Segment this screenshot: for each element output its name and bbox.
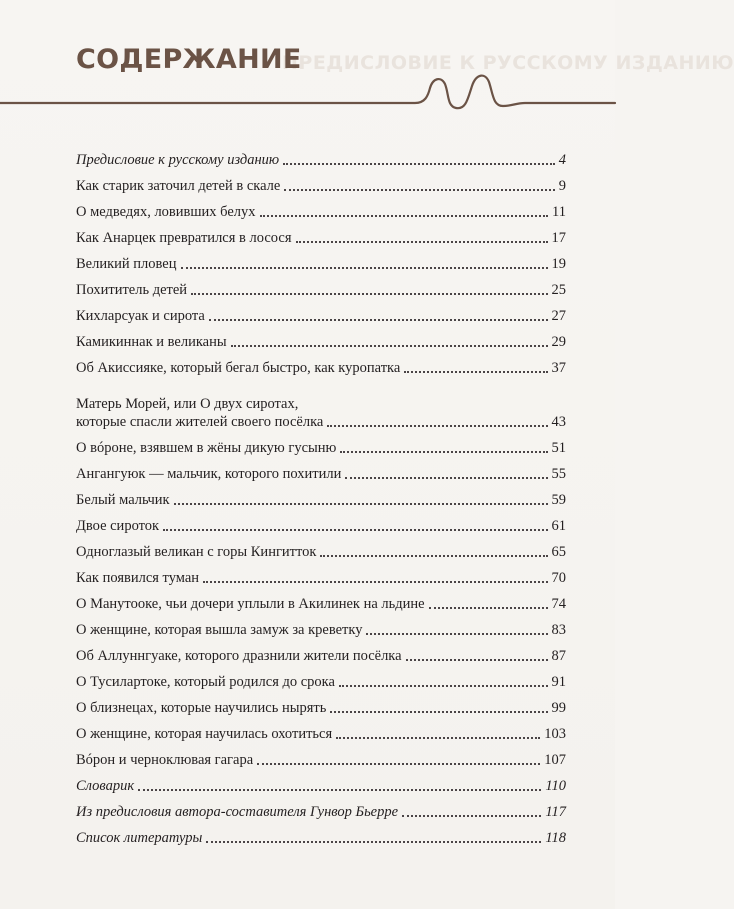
toc-entry[interactable] <box>76 509 566 535</box>
dot-leader <box>296 241 548 243</box>
toc-entry-title: Великий пловец <box>76 256 177 272</box>
toc-entry-text <box>76 725 332 743</box>
toc-entry[interactable] <box>76 587 566 613</box>
dot-leader <box>327 425 547 427</box>
toc-page-number: 87 <box>551 648 566 664</box>
toc-page-number: 74 <box>551 596 566 612</box>
toc-entry[interactable] <box>76 377 566 431</box>
dot-leader <box>366 633 547 635</box>
toc-entry-title: Словарик <box>76 778 135 794</box>
toc-page-number: 43 <box>551 414 566 430</box>
toc-entry-text <box>76 699 326 717</box>
dot-leader <box>209 319 548 321</box>
toc-entry-title: Как Анарцек превратился в лосося <box>76 230 292 246</box>
toc-entry[interactable] <box>76 273 566 299</box>
toc-entry-title: Об Акиссияке, который бегал быстро, как куропатка <box>76 360 401 376</box>
toc-page-number: 117 <box>545 804 566 820</box>
toc-page-number: 19 <box>551 256 566 272</box>
toc-entry[interactable] <box>76 299 566 325</box>
toc-entry-text <box>76 439 336 457</box>
dot-leader <box>340 451 547 453</box>
toc-entry-text <box>76 751 253 769</box>
toc-entry-text <box>76 281 187 299</box>
toc-entry-text <box>76 229 292 247</box>
toc-entry-text <box>76 543 316 561</box>
toc-entry-title: О вóроне, взявшем в жёны дикую гусыню <box>76 440 337 456</box>
dot-leader <box>203 581 547 583</box>
toc-entry[interactable] <box>76 195 566 221</box>
toc-entry-title: Как старик заточил детей в скале <box>76 178 281 194</box>
toc-entry-text <box>76 307 205 325</box>
dot-leader <box>163 529 547 531</box>
toc-entry-title: Предисловие к русскому изданию <box>76 152 280 168</box>
toc-entry[interactable] <box>76 769 566 795</box>
toc-entry-title: Камикиннак и великаны <box>76 334 227 350</box>
wave-line <box>0 76 615 109</box>
toc-entry-text <box>76 177 280 195</box>
dot-leader <box>174 503 548 505</box>
toc-entry-title: О женщине, которая вышла замуж за креветку <box>76 622 363 638</box>
toc-page-number: 61 <box>551 518 566 534</box>
toc-entry[interactable] <box>76 795 566 821</box>
toc-page-number: 17 <box>551 230 566 246</box>
dot-leader <box>260 215 548 217</box>
toc-entry-title: Кихларсуак и сирота <box>76 308 205 324</box>
toc-entry-text <box>76 647 402 665</box>
decorative-wave-rule <box>0 66 615 116</box>
toc-page-number: 91 <box>551 674 566 690</box>
dot-leader <box>320 555 547 557</box>
toc-entry-title-continued: которые спасли жителей своего посёлка <box>76 414 324 430</box>
toc-entry[interactable] <box>76 457 566 483</box>
toc-entry-text <box>76 803 398 821</box>
toc-entry-title: Белый мальчик <box>76 492 170 508</box>
toc-entry-text <box>76 829 202 847</box>
toc-entry-text <box>76 569 199 587</box>
toc-page-number: 4 <box>558 152 566 168</box>
toc-entry[interactable] <box>76 665 566 691</box>
toc-entry[interactable] <box>76 325 566 351</box>
toc-entry-title: О медведях, ловивших белух <box>76 204 256 220</box>
toc-entry-text <box>76 673 335 691</box>
toc-entry-text <box>76 491 170 509</box>
toc-entry[interactable] <box>76 613 566 639</box>
dot-leader <box>257 763 540 765</box>
toc-entry[interactable] <box>76 691 566 717</box>
toc-entry[interactable] <box>76 247 566 273</box>
dot-leader <box>339 685 548 687</box>
dot-leader <box>402 815 541 817</box>
toc-entry-text <box>76 395 323 431</box>
toc-page-number: 103 <box>544 726 566 742</box>
toc-page-number: 70 <box>551 570 566 586</box>
toc-entry-title: Вóрон и черноклювая гагара <box>76 752 254 768</box>
dot-leader <box>429 607 548 609</box>
toc-entry-text <box>76 151 279 169</box>
page-title: СОДЕРЖАНИЕ <box>76 44 302 75</box>
toc-page-number: 65 <box>551 544 566 560</box>
toc-page-number: 37 <box>551 360 566 376</box>
toc-entry-title: Список литературы <box>76 830 203 846</box>
toc-page-number: 51 <box>551 440 566 456</box>
toc-entry[interactable] <box>76 169 566 195</box>
toc-entry-text <box>76 359 400 377</box>
toc-page-number: 118 <box>545 830 566 846</box>
toc-entry-text <box>76 465 341 483</box>
dot-leader <box>406 659 548 661</box>
toc-entry[interactable] <box>76 535 566 561</box>
toc-entry-text <box>76 777 134 795</box>
toc-page-number: 83 <box>551 622 566 638</box>
toc-entry-title: Об Аллуннгуаке, которого дразнили жители посёлка <box>76 648 402 664</box>
dot-leader <box>404 371 547 373</box>
toc-entry[interactable] <box>76 143 566 169</box>
dot-leader <box>336 737 540 739</box>
toc-page-number: 107 <box>544 752 566 768</box>
dot-leader <box>330 711 547 713</box>
toc-page-number: 29 <box>551 334 566 350</box>
toc-entry-text <box>76 333 227 351</box>
toc-entry[interactable] <box>76 351 566 377</box>
toc-entry[interactable] <box>76 431 566 457</box>
dot-leader <box>283 163 555 165</box>
toc-entry-text <box>76 517 159 535</box>
show-through-heading: ПРЕДИСЛОВИЕ К РУССКОМУ ИЗДАНИЮ <box>282 52 734 74</box>
toc-entry[interactable] <box>76 743 566 769</box>
toc-entry-title: Ангангуюк — мальчик, которого похитили <box>76 466 342 482</box>
dot-leader <box>191 293 547 295</box>
dot-leader <box>181 267 548 269</box>
toc-entry-title: Матерь Морей, или О двух сиротах, <box>76 396 299 412</box>
toc-page-number: 55 <box>551 466 566 482</box>
dot-leader <box>345 477 547 479</box>
toc-entry-text <box>76 621 362 639</box>
toc-entry[interactable] <box>76 483 566 509</box>
toc-entry[interactable] <box>76 717 566 743</box>
toc-page-number: 99 <box>551 700 566 716</box>
toc-entry-title: О близнецах, которые научились нырять <box>76 700 327 716</box>
toc-entry-title: О Манутооке, чьи дочери уплыли в Акилинек на льдине <box>76 596 425 612</box>
toc-entry[interactable] <box>76 821 566 847</box>
toc-entry[interactable] <box>76 561 566 587</box>
toc-entry-text <box>76 255 177 273</box>
toc-page-number: 59 <box>551 492 566 508</box>
dot-leader <box>206 841 541 843</box>
toc-page-number: 27 <box>551 308 566 324</box>
toc-entry-title: Похититель детей <box>76 282 188 298</box>
toc-page-number: 110 <box>545 778 566 794</box>
toc-entry-title: Одноглазый великан с горы Кингитток <box>76 544 317 560</box>
toc-page-number: 9 <box>558 178 566 194</box>
toc-entry-title: Как появился туман <box>76 570 200 586</box>
dot-leader <box>284 189 554 191</box>
toc-page-number: 25 <box>551 282 566 298</box>
toc-entry-title: О Тусилартоке, который родился до срока <box>76 674 335 690</box>
toc-entry-title: Двое сироток <box>76 518 160 534</box>
table-of-contents <box>76 143 566 847</box>
toc-entry[interactable] <box>76 639 566 665</box>
toc-entry-title: Из предисловия автора-составителя Гунвор Бьерре <box>76 804 399 820</box>
toc-page-number: 11 <box>552 204 566 220</box>
toc-entry-text <box>76 595 425 613</box>
toc-entry-text <box>76 203 256 221</box>
toc-entry-title: О женщине, которая научилась охотиться <box>76 726 333 742</box>
dot-leader <box>231 345 548 347</box>
toc-entry[interactable] <box>76 221 566 247</box>
dot-leader <box>138 789 541 791</box>
